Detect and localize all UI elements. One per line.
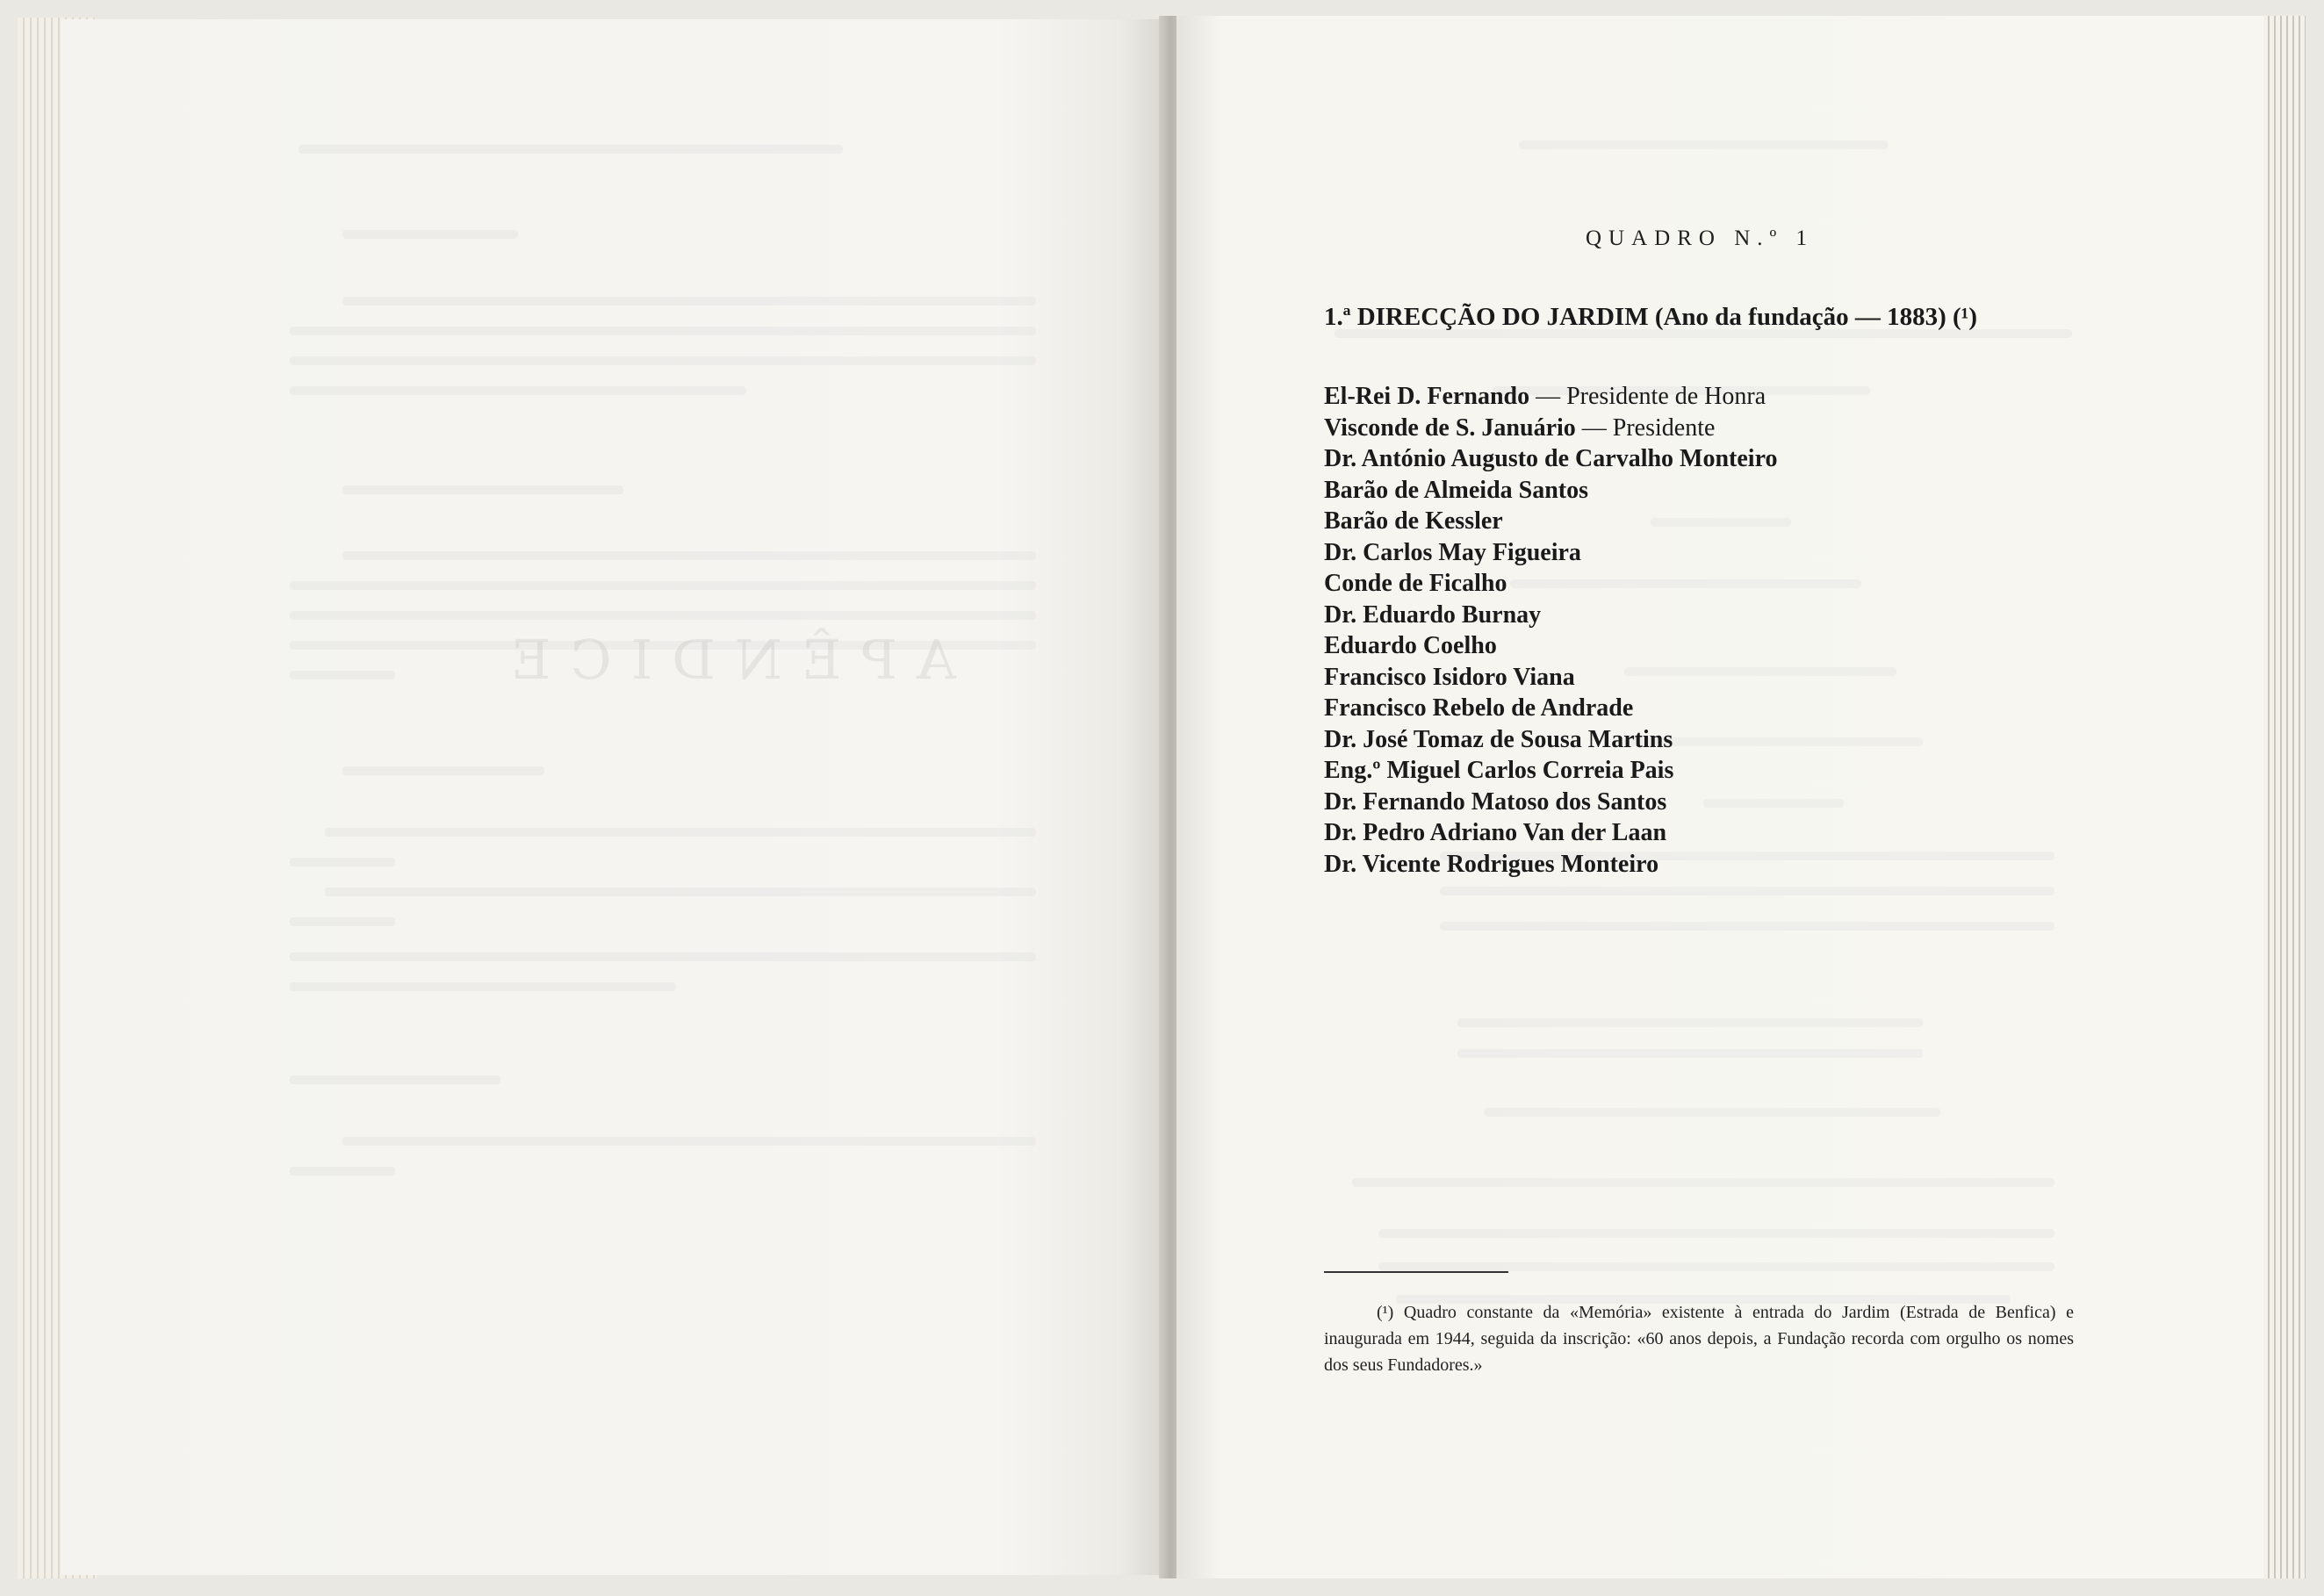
member-name: Eduardo Coelho (1324, 632, 1497, 659)
member-row (1324, 506, 1778, 537)
role-separator: — (1529, 383, 1567, 410)
member-row (1324, 381, 1778, 413)
member-name: Conde de Ficalho (1324, 570, 1507, 597)
members-list (1324, 381, 1778, 880)
footnote: (¹) Quadro constante da «Memória» existente à entrada do Jardim (Estrada de Benfica) e inaugurada em 1944, seguida da inscrição: «60 anos depois, a Fundação recorda com orgulho os nomes dos seus Fundadores.» (1324, 1303, 2074, 1375)
member-name: Dr. António Augusto de Carvalho Monteiro (1324, 445, 1778, 472)
member-name: Barão de Kessler (1324, 507, 1503, 535)
member-row (1324, 537, 1778, 569)
left-page-bleed-through: APÊNDICE (492, 628, 956, 692)
member-row (1324, 755, 1778, 787)
member-row (1324, 662, 1778, 694)
member-name: Dr. José Tomaz de Sousa Martins (1324, 725, 1673, 753)
member-row (1324, 693, 1778, 724)
member-name: Dr. Carlos May Figueira (1324, 538, 1581, 566)
member-row (1324, 817, 1778, 849)
member-row (1324, 413, 1778, 444)
member-name: Barão de Almeida Santos (1324, 476, 1589, 504)
member-row (1324, 787, 1778, 818)
member-name: El-Rei D. Fernando (1324, 383, 1530, 410)
member-role: Presidente (1612, 413, 1716, 442)
member-name: Francisco Rebelo de Andrade (1324, 694, 1634, 722)
member-row (1324, 630, 1778, 662)
left-page (61, 19, 1163, 1575)
member-name: Visconde de S. Januário (1324, 413, 1576, 442)
right-page-edges (2263, 16, 2306, 1578)
member-row (1324, 475, 1778, 507)
member-name: Dr. Eduardo Burnay (1324, 600, 1542, 629)
footnote-rule (1324, 1271, 1508, 1273)
member-role: Presidente de Honra (1566, 383, 1766, 410)
member-row (1324, 600, 1778, 631)
member-row (1324, 443, 1778, 475)
member-name: Eng.º Miguel Carlos Correia Pais (1324, 757, 1674, 784)
section-heading: 1.ª DIRECÇÃO DO JARDIM (Ano da fundação — 1883) (¹) (1324, 303, 1978, 331)
member-name: Dr. Vicente Rodrigues Monteiro (1324, 850, 1659, 878)
member-name: Francisco Isidoro Viana (1324, 663, 1575, 691)
member-name: Dr. Pedro Adriano Van der Laan (1324, 819, 1667, 846)
role-separator: — (1575, 413, 1613, 442)
member-name: Dr. Fernando Matoso dos Santos (1324, 787, 1667, 816)
table-title: QUADRO N.º 1 (1586, 226, 1815, 250)
member-row (1324, 568, 1778, 600)
member-row (1324, 724, 1778, 756)
member-row (1324, 849, 1778, 881)
